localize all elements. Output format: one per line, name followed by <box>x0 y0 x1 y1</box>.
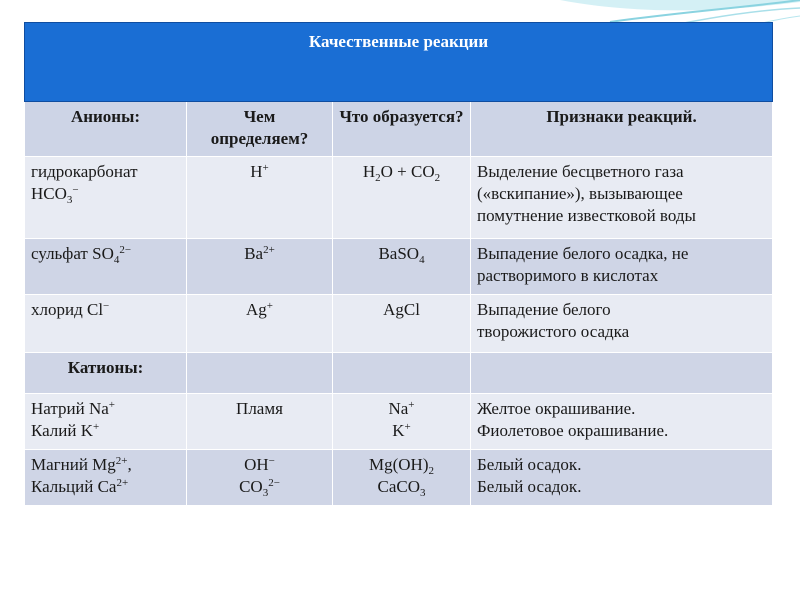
sign-cell: Желтое окрашивание. Фиолетовое окрашивание. <box>471 394 773 450</box>
header-reagent: Чем определяем? <box>187 102 333 157</box>
table-row <box>25 295 773 353</box>
reagent-cell: H+ <box>187 157 333 239</box>
sign-cell: Выделение бесцветного газа («вскипание»), вызывающее помутнение известковой воды <box>471 157 773 239</box>
product-cell: $H_2O + CO_2$ <box>333 157 471 239</box>
header-row <box>25 102 773 157</box>
header-product: Что образуется? <box>333 102 471 157</box>
reagent-cell: Пламя <box>187 394 333 450</box>
header-anions: Анионы: <box>25 102 187 157</box>
sign-cell: Выпадение белого осадка, не растворимого в кислотах <box>471 239 773 295</box>
cations-header-row <box>25 353 773 394</box>
reagent-cell: Ag+ <box>187 295 333 353</box>
header-signs: Признаки реакций. <box>471 102 773 157</box>
product-cell: AgCl <box>333 295 471 353</box>
product-cell: BaSO$_4$ <box>333 239 471 295</box>
reagent-cell: $Ba^{2+}$ <box>187 239 333 295</box>
qualitative-reactions-table <box>24 22 773 506</box>
ion-cell: сульфат $SO_4^{2-}$ <box>25 239 187 295</box>
ion-cell: хлорид Cl− <box>25 295 187 353</box>
product-cell: Na+ K+ <box>333 394 471 450</box>
header-cations: Катионы: <box>25 353 187 394</box>
sign-cell: Выпадение белого творожистого осадка <box>471 295 773 353</box>
ion-cell: Магний $Mg^{2+}$, Кальций $Ca^{2+}$ <box>25 450 187 506</box>
reagent-cell: OH− $CO_3^{2-}$ <box>187 450 333 506</box>
product-cell: $Mg(OH)_2$ CaCO$_3$ <box>333 450 471 506</box>
ion-cell: Натрий Na+ Калий K+ <box>25 394 187 450</box>
ion-cell: гидрокарбонат $HCO_3^-$ <box>25 157 187 239</box>
table-row <box>25 394 773 450</box>
table-row <box>25 239 773 295</box>
table-row <box>25 157 773 239</box>
table-row <box>25 450 773 506</box>
table-title: Качественные реакции <box>25 23 773 102</box>
sign-cell: Белый осадок. Белый осадок. <box>471 450 773 506</box>
table-title-row <box>25 23 773 102</box>
